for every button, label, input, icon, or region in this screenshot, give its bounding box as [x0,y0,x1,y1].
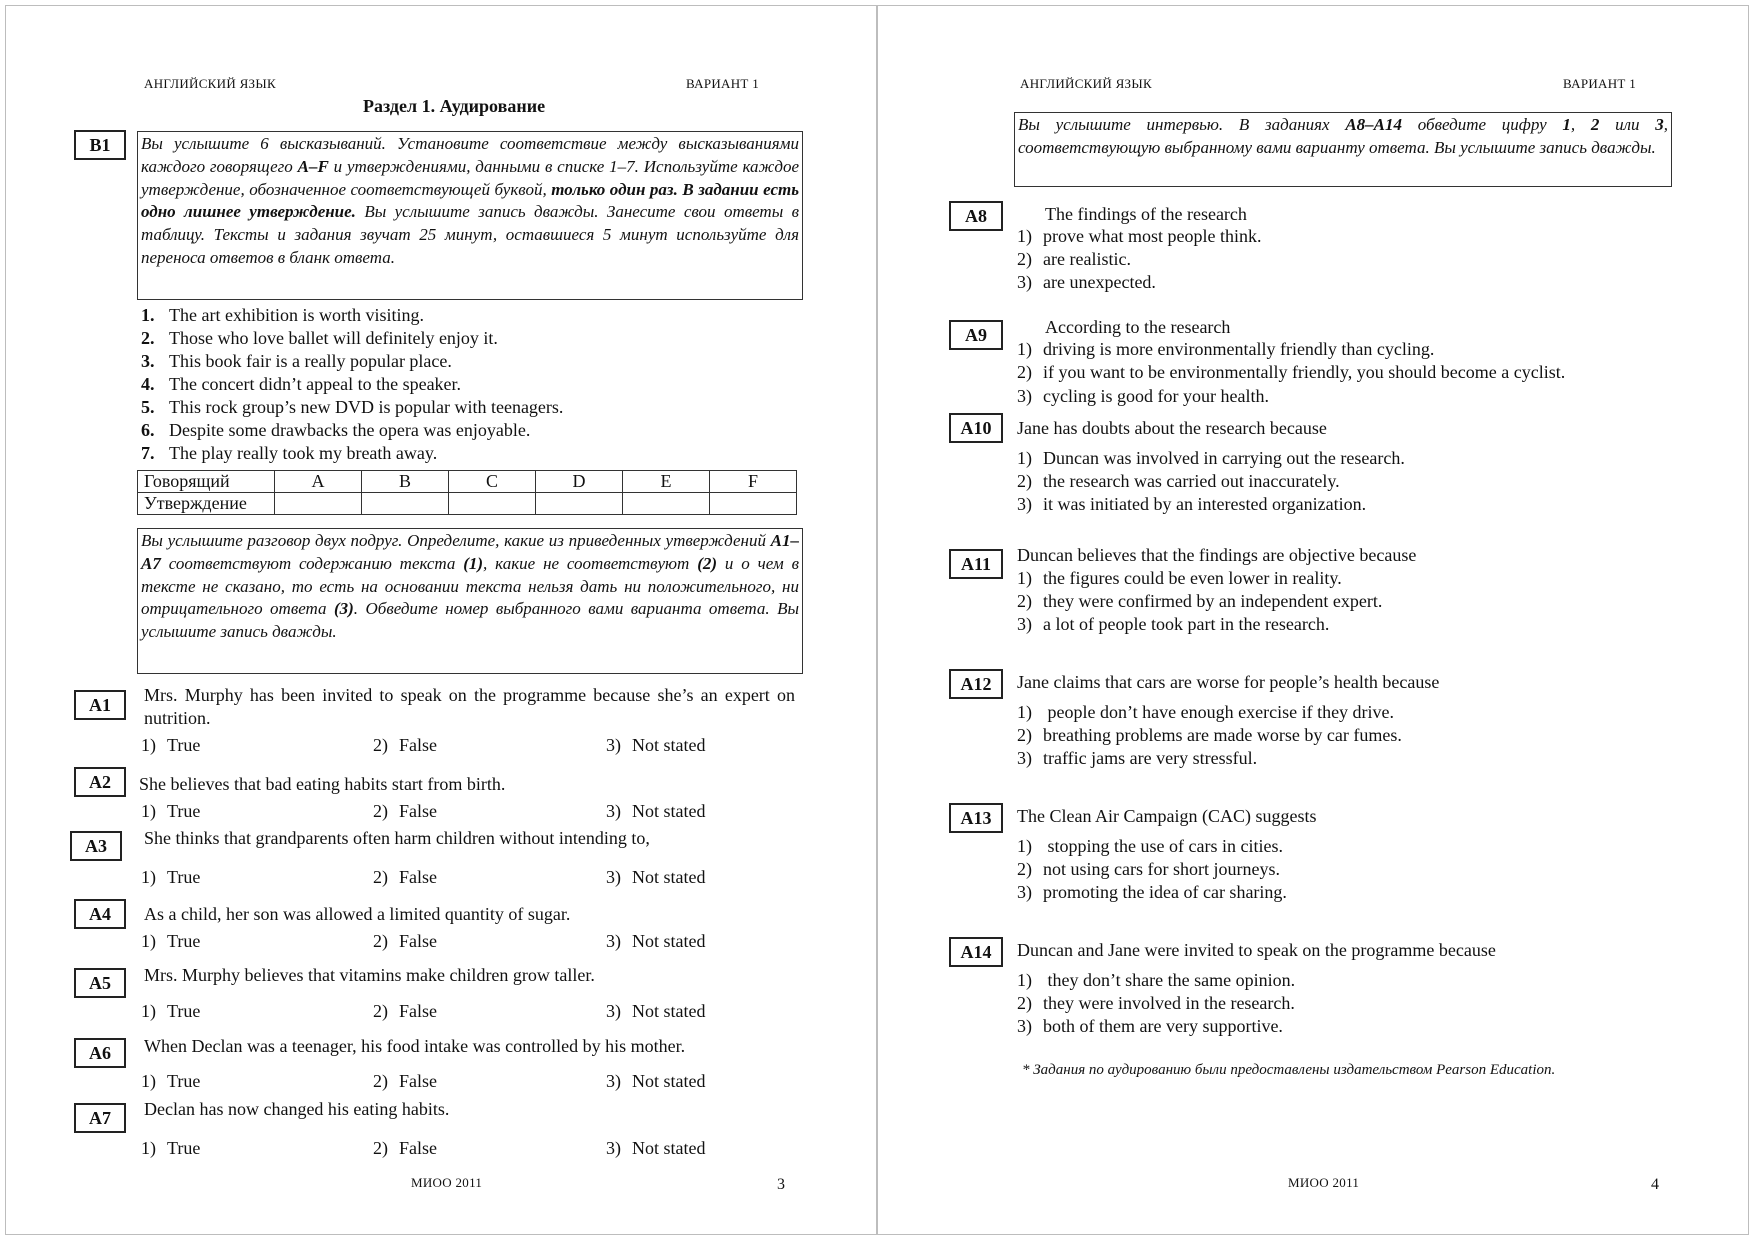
task-label-a7: A7 [74,1103,126,1133]
source-note: * Задания по аудированию были предоставлены издательством Pearson Education. [1022,1062,1556,1078]
header-variant: ВАРИАНТ 1 [1563,76,1637,91]
answer-option[interactable]: 2) breathing problems are made worse by car fumes. [1017,725,1402,745]
task-label-a14: A14 [949,937,1003,967]
answer-option[interactable]: 1) prove what most people think. [1017,226,1262,246]
answer-option[interactable]: 1) driving is more environmentally friendly than cycling. [1017,339,1435,359]
task-label-b1: B1 [74,130,126,160]
header-subject: АНГЛИЙСКИЙ ЯЗЫК [144,76,276,91]
task-label-a11: A11 [949,549,1003,579]
header-variant: ВАРИАНТ 1 [686,76,760,91]
task-label-a10: A10 [949,413,1003,443]
left-page [5,5,877,1235]
table-col-header: A [275,471,362,493]
table-col-header: D [536,471,623,493]
option-false[interactable]: 2) False [373,931,437,951]
task-label-a2: A2 [74,767,126,797]
question-stem-a14: Duncan and Jane were invited to speak on the programme because [1017,940,1496,960]
statement-item: 6. Despite some drawbacks the opera was enjoyable. [141,420,531,440]
page-number: 3 [777,1176,785,1193]
question-text-a7: Declan has now changed his eating habits. [144,1099,450,1119]
footer: МИОО 2011 [411,1175,483,1190]
answer-option[interactable]: 3) promoting the idea of car sharing. [1017,882,1287,902]
answer-option[interactable]: 1) they don’t share the same opinion. [1017,970,1296,990]
option-false[interactable]: 2) False [373,735,437,755]
statement-item: 3. This book fair is a really popular place. [141,351,452,371]
option-not-stated[interactable]: 3) Not stated [606,867,706,887]
answer-cell[interactable] [623,493,710,515]
question-text-a2: She believes that bad eating habits start from birth. [139,774,506,794]
task-label-a9: A9 [949,320,1003,350]
option-true[interactable]: 1) True [141,867,201,887]
statement-item: 7. The play really took my breath away. [141,443,438,463]
answer-option[interactable]: 1) Duncan was involved in carrying out the research. [1017,448,1405,468]
question-stem-a13: The Clean Air Campaign (CAC) suggests [1017,806,1317,826]
task-label-a6: A6 [74,1038,126,1068]
answer-option[interactable]: 3) are unexpected. [1017,272,1156,292]
task-label-a3: A3 [70,831,122,861]
option-true[interactable]: 1) True [141,1001,201,1021]
answer-option[interactable]: 3) it was initiated by an interested organization. [1017,494,1367,514]
answer-option[interactable]: 3) traffic jams are very stressful. [1017,748,1258,768]
answer-option[interactable]: 2) if you want to be environmentally friendly, you should become a cyclist. [1017,362,1566,382]
answer-option[interactable]: 2) the research was carried out inaccurately. [1017,471,1340,491]
b1-instructions: Вы услышите 6 высказываний. Установите соответствие между высказываниями каждого говорящего A–F и утверждениями, данными в списке 1–7. Используйте каждое утверждение, обозначенное соответствующей буквой, только один раз. В задании есть одно лишнее утверждение. Вы услышите запись дважды. Занесите свои ответы в таблицу. Тексты и задания звучат 25 минут, оставшиеся 5 минут используйте для переноса ответов в бланк ответа. [137,131,803,300]
header-subject: АНГЛИЙСКИЙ ЯЗЫК [1020,76,1152,91]
page-number: 4 [1651,1176,1659,1193]
question-text-a1: Mrs. Murphy has been invited to speak on the programme because she’s an expert on nutrition. [144,685,795,728]
right-page [877,5,1749,1235]
task-label-a1: A1 [74,690,126,720]
answer-option[interactable]: 3) cycling is good for your health. [1017,386,1269,406]
question-stem-a11: Duncan believes that the findings are objective because [1017,545,1417,565]
answer-cell[interactable] [710,493,797,515]
question-text-a6: When Declan was a teenager, his food intake was controlled by his mother. [144,1036,686,1056]
question-stem-a12: Jane claims that cars are worse for people’s health because [1017,672,1440,692]
a-tasks-instructions: Вы услышите разговор двух подруг. Определите, какие из приведенных утверждений А1–А7 соответствуют содержанию текста (1), какие не соответствуют (2) и о чем в тексте не сказано, то есть на основании текста нельзя дать ни положительного, ни отрицательного ответа (3). Обведите номер выбранного вами варианта ответа. Вы услышите запись дважды. [137,528,803,674]
question-stem-a8: The findings of the research [1045,204,1247,224]
option-not-stated[interactable]: 3) Not stated [606,931,706,951]
answer-table [137,470,797,515]
table-col-header: E [623,471,710,493]
statement-item: 4. The concert didn’t appeal to the speaker. [141,374,462,394]
table-row-label-speaker: Говорящий [138,471,275,493]
option-false[interactable]: 2) False [373,867,437,887]
option-false[interactable]: 2) False [373,801,437,821]
task-label-a13: A13 [949,803,1003,833]
answer-option[interactable]: 3) a lot of people took part in the research. [1017,614,1330,634]
statement-item: 5. This rock group’s new DVD is popular with teenagers. [141,397,564,417]
option-not-stated[interactable]: 3) Not stated [606,1138,706,1158]
table-row-label-statement: Утверждение [138,493,275,515]
question-stem-a10: Jane has doubts about the research because [1017,418,1327,438]
table-col-header: B [362,471,449,493]
task-label-a4: A4 [74,899,126,929]
answer-option[interactable]: 2) are realistic. [1017,249,1131,269]
answer-option[interactable]: 1) people don’t have enough exercise if they drive. [1017,702,1395,722]
question-text-a4: As a child, her son was allowed a limited quantity of sugar. [144,904,571,924]
task-label-a5: A5 [74,968,126,998]
option-not-stated[interactable]: 3) Not stated [606,801,706,821]
option-not-stated[interactable]: 3) Not stated [606,1001,706,1021]
statement-item: 2. Those who love ballet will definitely enjoy it. [141,328,498,348]
answer-option[interactable]: 2) they were confirmed by an independent expert. [1017,591,1383,611]
option-true[interactable]: 1) True [141,801,201,821]
question-text-a5: Mrs. Murphy believes that vitamins make children grow taller. [144,965,595,985]
option-false[interactable]: 2) False [373,1001,437,1021]
option-not-stated[interactable]: 3) Not stated [606,735,706,755]
answer-option[interactable]: 2) they were involved in the research. [1017,993,1295,1013]
answer-option[interactable]: 1) stopping the use of cars in cities. [1017,836,1283,856]
question-text-a3: She thinks that grandparents often harm children without intending to, [144,828,650,848]
option-false[interactable]: 2) False [373,1138,437,1158]
option-false[interactable]: 2) False [373,1071,437,1091]
task-label-a12: A12 [949,669,1003,699]
table-col-header: C [449,471,536,493]
statement-item: 1. The art exhibition is worth visiting. [141,305,424,325]
table-col-header: F [710,471,797,493]
option-not-stated[interactable]: 3) Not stated [606,1071,706,1091]
answer-cell[interactable] [449,493,536,515]
answer-cell[interactable] [536,493,623,515]
answer-option[interactable]: 1) the figures could be even lower in reality. [1017,568,1342,588]
a8-a14-instructions: Вы услышите интервью. В заданиях А8–А14 обведите цифру 1, 2 или 3, соответствующую выбранному вами варианту ответа. Вы услышите запись дважды. [1014,112,1672,187]
option-true[interactable]: 1) True [141,1138,201,1158]
answer-cell[interactable] [275,493,362,515]
option-true[interactable]: 1) True [141,1071,201,1091]
answer-option[interactable]: 2) not using cars for short journeys. [1017,859,1280,879]
question-stem-a9: According to the research [1045,317,1231,337]
footer: МИОО 2011 [1288,1175,1360,1190]
option-true[interactable]: 1) True [141,931,201,951]
section-title: Раздел 1. Аудирование [363,96,546,116]
task-label-a8: A8 [949,201,1003,231]
option-true[interactable]: 1) True [141,735,201,755]
answer-cell[interactable] [362,493,449,515]
answer-option[interactable]: 3) both of them are very supportive. [1017,1016,1283,1036]
